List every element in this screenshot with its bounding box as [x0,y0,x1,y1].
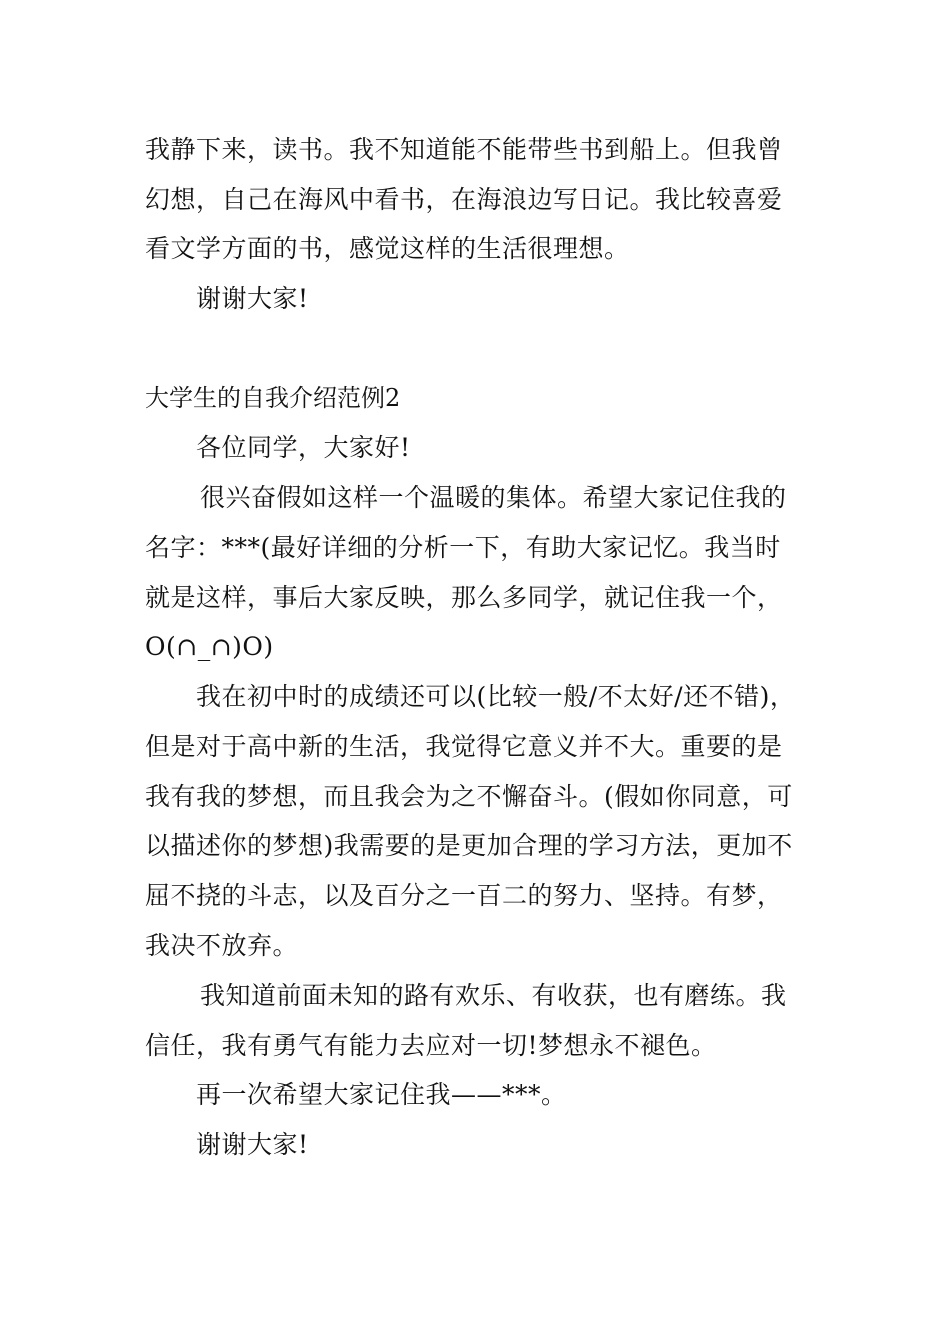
paragraph-line: 就是这样，事后大家反映，那么多同学，就记住我一个， [145,583,783,612]
paragraph-line: 我决不放弃。 [145,931,299,960]
closing-thanks: 谢谢大家! [196,1130,309,1159]
paragraph-line: O(∩_∩)O) [145,632,274,661]
paragraph-line: 幻想，自己在海风中看书，在海浪边写日记。我比较喜爱 [145,185,783,214]
paragraph-line: 名字：***(最好详细的分析一下，有助大家记忆。我当时 [145,533,781,562]
paragraph-line: 我知道前面未知的路有欢乐、有收获，也有磨练。我 [200,981,787,1010]
paragraph-line: 再一次希望大家记住我——***。 [196,1080,567,1109]
paragraph-line: 信任，我有勇气有能力去应对一切!梦想永不褪色。 [145,1031,717,1060]
paragraph-line: 我在初中时的成绩还可以(比较一般/不太好/还不错)， [196,682,796,711]
paragraph-line: 很兴奋假如这样一个温暖的集体。希望大家记住我的 [200,483,787,512]
paragraph-line: 但是对于高中新的生活，我觉得它意义并不大。重要的是 [145,732,783,761]
paragraph-line: 我有我的梦想，而且我会为之不懈奋斗。(假如你同意，可 [145,782,793,811]
paragraph-line: 屈不挠的斗志，以及百分之一百二的努力、坚持。有梦， [145,881,783,910]
greeting: 各位同学，大家好! [196,433,411,462]
paragraph-line: 看文学方面的书，感觉这样的生活很理想。 [145,234,630,263]
paragraph-line: 以描述你的梦想)我需要的是更加合理的学习方法，更加不 [145,831,793,860]
paragraph-line: 我静下来，读书。我不知道能不能带些书到船上。但我曾 [145,135,783,164]
closing-thanks: 谢谢大家! [196,284,309,313]
section-title: 大学生的自我介绍范例2 [145,384,401,412]
